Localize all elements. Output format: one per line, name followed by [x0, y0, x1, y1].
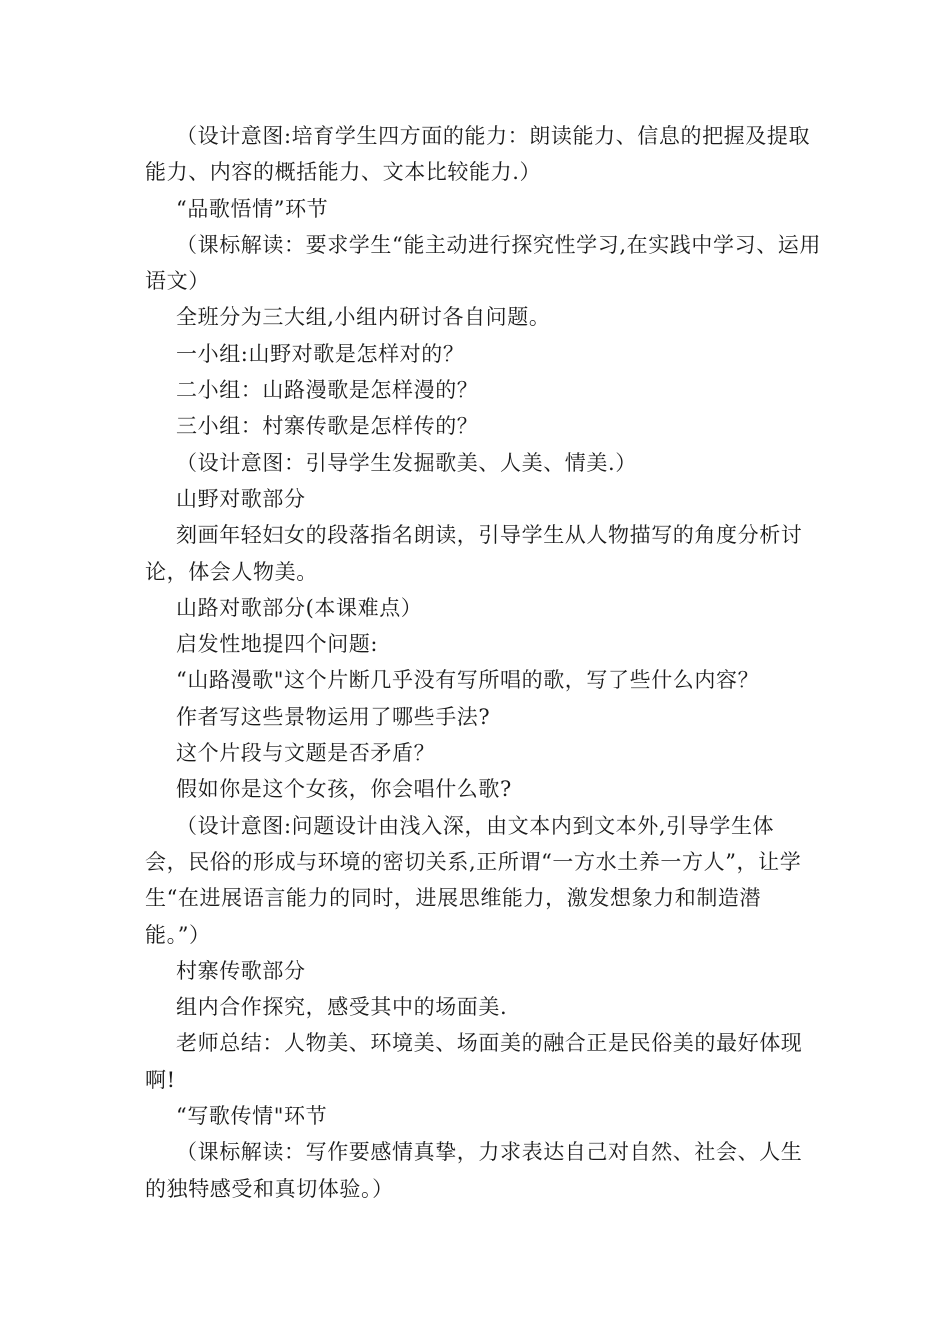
paragraph-section-heading-xie-ge: “写歌传情"环节 — [176, 1104, 328, 1129]
paragraph-curriculum-note-2: （课标解读：写作要感情真挚，力求表达自己对自然、社会、人生的独特感受和真切体验。） — [145, 1140, 803, 1201]
paragraph-cunzhai-heading: 村寨传歌部分 — [176, 958, 306, 983]
paragraph-group-division: 全班分为三大组,小组内研讨各自问题。 — [176, 305, 551, 330]
paragraph-question-3: 这个片段与文题是否矛盾？ — [176, 741, 436, 766]
paragraph-section-heading-pin-ge: “品歌悟情”环节 — [176, 196, 329, 221]
paragraph-group-one: 一小组:山野对歌是怎样对的？ — [176, 341, 465, 366]
paragraph-design-intent-3: （设计意图:问题设计由浅入深，由文本内到文本外,引导学生体会，民俗的形成与环境的密切关系,正所谓“一方水土养一方人”，让学生“在进展语言能力的同时，进展思维能力，激发想象力和制造潜能。”） — [145, 813, 802, 947]
paragraph-curriculum-note-1: （课标解读：要求学生“能主动进行探究性学习,在实践中学习、运用语文） — [145, 232, 822, 294]
paragraph-question-4: 假如你是这个女孩，你会唱什么歌? — [176, 777, 512, 802]
paragraph-shanye-body: 刻画年轻妇女的段落指名朗读，引导学生从人物描写的角度分析讨论，体会人物美。 — [145, 523, 803, 584]
paragraph-cunzhai-body: 组内合作探究，感受其中的场面美. — [176, 995, 508, 1020]
paragraph-questions-intro: 启发性地提四个问题: — [176, 632, 379, 657]
paragraph-teacher-summary: 老师总结：人物美、环境美、场面美的融合正是民俗美的最好体现啊! — [145, 1031, 803, 1092]
paragraph-question-1: “山路漫歌"这个片断几乎没有写所唱的歌，写了些什么内容？ — [176, 668, 760, 693]
paragraph-group-three: 三小组：村寨传歌是怎样传的？ — [176, 414, 479, 439]
paragraph-shanye-heading: 山野对歌部分 — [176, 486, 306, 511]
document-body — [145, 118, 825, 1207]
paragraph-shanlu-heading: 山路对歌部分(本课难点） — [176, 595, 423, 620]
paragraph-group-two: 二小组：山路漫歌是怎样漫的？ — [176, 378, 479, 403]
paragraph-question-2: 作者写这些景物运用了哪些手法? — [176, 704, 491, 729]
paragraph-design-intent-1: （设计意图:培育学生四方面的能力：朗读能力、信息的把握及提取能力、内容的概括能力、文本比较能力.） — [145, 124, 811, 185]
paragraph-design-intent-2: （设计意图：引导学生发掘歌美、人美、情美.） — [176, 450, 637, 475]
